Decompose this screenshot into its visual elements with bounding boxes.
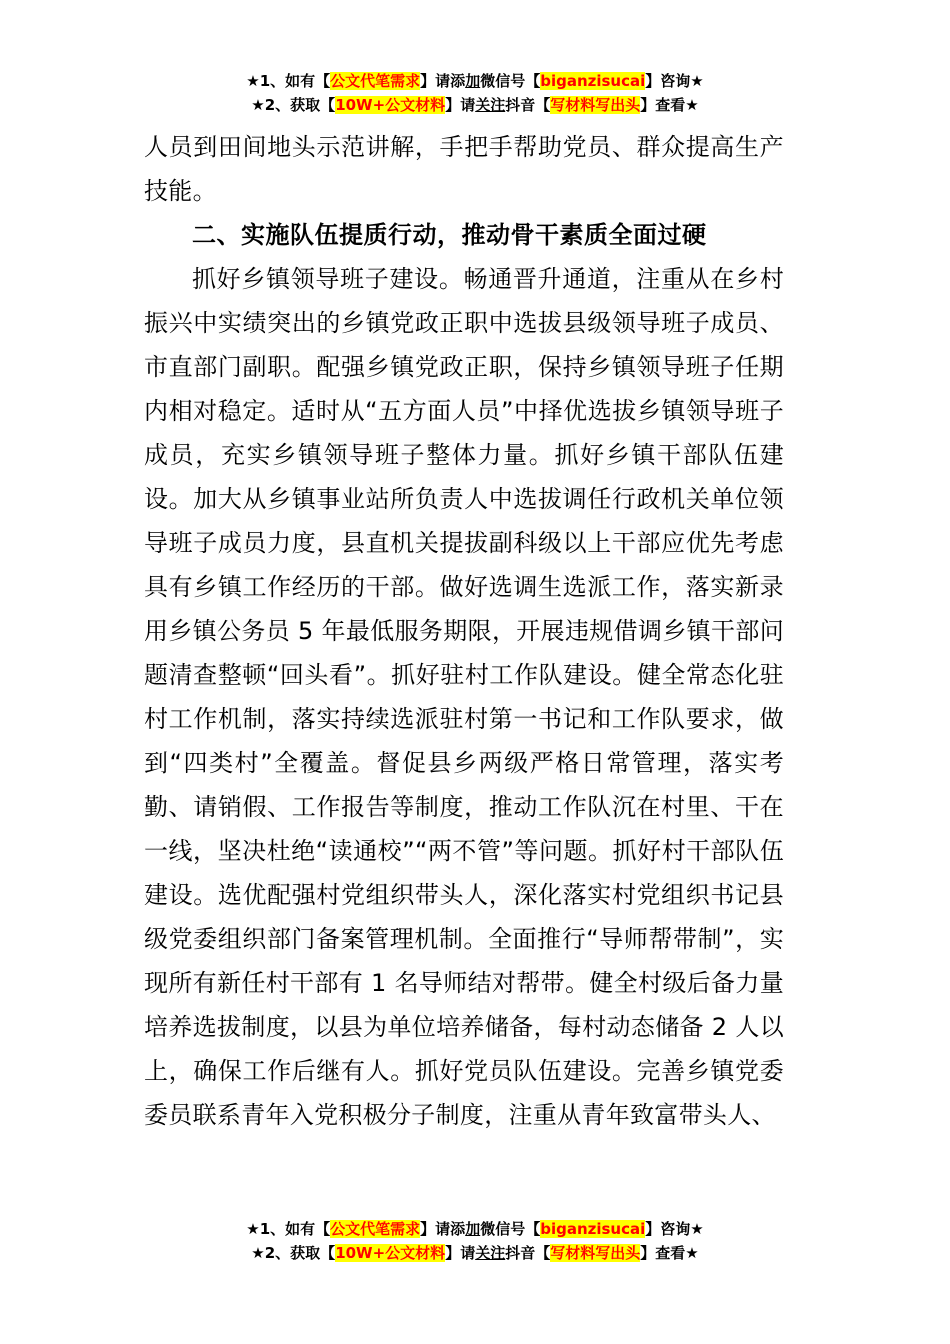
banner-text: ★2、获取【 <box>251 1244 336 1262</box>
banner-text: ★1、如有【 <box>246 1220 331 1238</box>
banner-highlight: biganzisucai <box>540 72 646 90</box>
banner-underlined-text: 关注 <box>475 96 506 114</box>
banner-highlight: 10W+公文材料 <box>335 96 446 114</box>
banner-line-2 <box>0 1242 950 1266</box>
banner-text: 】查看★ <box>640 96 699 114</box>
body-paragraph: 抓好乡镇领导班子建设。畅通晋升通道，注重从在乡村振兴中实绩突出的乡镇党政正职中选拔县级领导班子成员、市直部门副职。配强乡镇党政正职，保持乡镇领导班子任期内相对稳定。适时从“五方面人员”中择优选拔乡镇领导班子成员，充实乡镇领导班子整体力量。抓好乡镇干部队伍建设。加大从乡镇事业站所负责人中选拔调任行政机关单位领导班子成员力度，县直机关提拔副科级以上干部应优先考虑具有乡镇工作经历的干部。做好选调生选派工作，落实新录用乡镇公务员 5 年最低服务期限，开展违规借调乡镇干部问题清查整顿“回头看”。抓好驻村工作队建设。健全常态化驻村工作机制，落实持续选派驻村第一书记和工作队要求，做到“四类村”全覆盖。督促县乡两级严格日常管理，落实考勤、请销假、工作报告等制度，推动工作队沉在村里、干在一线，坚决杜绝“读通校”“两不管”等问题。抓好村干部队伍建设。选优配强村党组织带头人，深化落实村党组织书记县级党委组织部门备案管理机制。全面推行“导师帮带制”，实现所有新任村干部有 1 名导师结对帮带。健全村级后备力量培养选拔制度，以县为单位培养储备，每村动态储备 2 人以上，确保工作后继有人。抓好党员队伍建设。完善乡镇党委委员联系青年入党积极分子制度，注重从青年致富带头人、 <box>144 265 784 1129</box>
banner-text: 】咨询★ <box>645 1220 704 1238</box>
banner-line-1 <box>0 1218 950 1242</box>
footer-banner <box>0 1218 950 1266</box>
banner-line-1 <box>0 70 950 94</box>
banner-text: 抖音【 <box>505 96 551 114</box>
banner-text: 】查看★ <box>640 1244 699 1262</box>
banner-underlined-text: 加 <box>465 72 481 90</box>
banner-text: 抖音【 <box>505 1244 551 1262</box>
header-banner <box>0 70 950 118</box>
banner-highlight: 写材料写出头 <box>550 1244 641 1262</box>
banner-highlight: biganzisucai <box>540 1220 646 1238</box>
banner-text: ★1、如有【 <box>246 72 331 90</box>
banner-highlight: 写材料写出头 <box>550 96 641 114</box>
banner-highlight: 公文代笔需求 <box>330 72 421 90</box>
banner-underlined-text: 加 <box>465 1220 481 1238</box>
banner-text: 微信号【 <box>480 72 541 90</box>
banner-highlight: 公文代笔需求 <box>330 1220 421 1238</box>
banner-text: 微信号【 <box>480 1220 541 1238</box>
document-body <box>144 125 784 1137</box>
banner-text: 】请添 <box>420 1220 466 1238</box>
section-heading: 二、实施队伍提质行动，推动骨干素质全面过硬 <box>192 221 707 249</box>
banner-line-2 <box>0 94 950 118</box>
banner-text: 】咨询★ <box>645 72 704 90</box>
banner-highlight: 10W+公文材料 <box>335 1244 446 1262</box>
banner-text: 】请 <box>445 96 476 114</box>
banner-text: ★2、获取【 <box>251 96 336 114</box>
banner-text: 】请添 <box>420 72 466 90</box>
banner-underlined-text: 关注 <box>475 1244 506 1262</box>
continuation-paragraph: 人员到田间地头示范讲解，手把手帮助党员、群众提高生产技能。 <box>144 133 784 205</box>
banner-text: 】请 <box>445 1244 476 1262</box>
